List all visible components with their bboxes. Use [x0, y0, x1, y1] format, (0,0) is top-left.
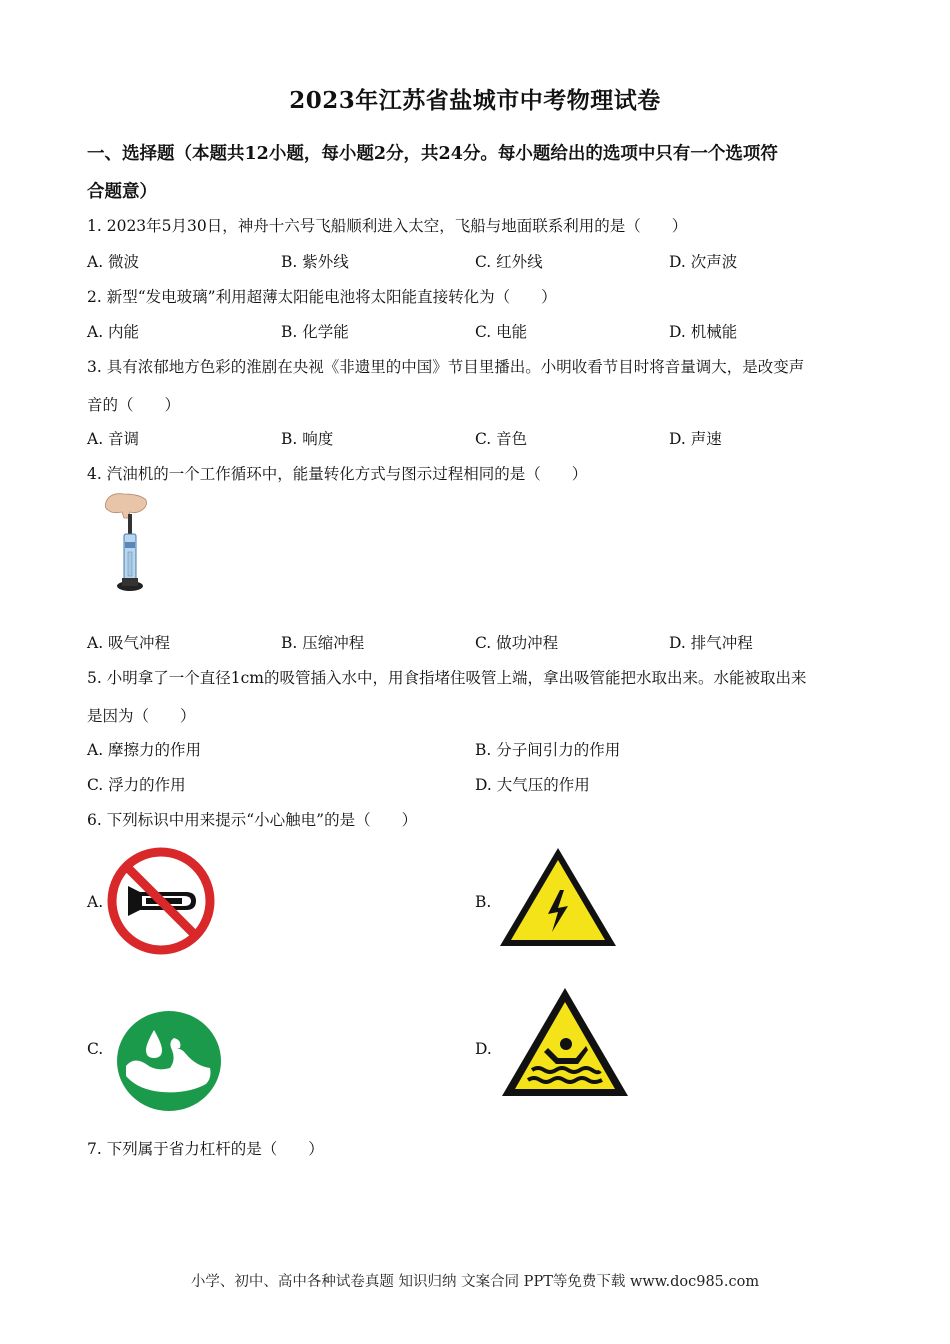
question-5-options-row2	[87, 773, 877, 795]
question-3-options	[87, 427, 877, 449]
q6-option-d-label: D.	[475, 1040, 492, 1058]
no-horn-sign-icon	[106, 846, 216, 956]
q3-option-b: B. 响度	[281, 430, 334, 448]
q3-option-d: D. 声速	[669, 430, 722, 448]
q4-option-a: A. 吸气冲程	[87, 634, 171, 652]
question-6-stem: 6. 下列标识中用来提示“小心触电”的是（ ）	[87, 811, 418, 829]
q4-option-b: B. 压缩冲程	[281, 634, 365, 652]
question-5-stem-cont: 是因为（ ）	[87, 707, 196, 725]
q2-option-c: C. 电能	[475, 323, 528, 341]
question-4-options	[87, 631, 877, 653]
q2-option-a: A. 内能	[87, 323, 140, 341]
q2-option-b: B. 化学能	[281, 323, 349, 341]
section-heading: 一、选择题（本题共12小题，每小题2分，共24分。每小题给出的选项中只有一个选项符	[87, 144, 778, 164]
drowning-warning-sign-icon	[500, 986, 630, 1098]
q5-option-d: D. 大气压的作用	[475, 776, 590, 794]
question-2-stem: 2. 新型“发电玻璃”利用超薄太阳能电池将太阳能直接转化为（ ）	[87, 288, 557, 306]
q1-option-b: B. 紫外线	[281, 253, 349, 271]
question-5-stem: 5. 小明拿了一个直径1cm的吸管插入水中，用食指堵住吸管上端，拿出吸管能把水取出来。水能被取出来	[87, 669, 807, 687]
q2-option-d: D. 机械能	[669, 323, 738, 341]
q6-option-b-label: B.	[475, 893, 492, 911]
q4-option-c: C. 做功冲程	[475, 634, 559, 652]
q6-option-a-label: A.	[87, 893, 104, 911]
question-1-stem: 1. 2023年5月30日，神舟十六号飞船顺利进入太空，飞船与地面联系利用的是（ ）	[87, 217, 688, 235]
question-5-options-row1	[87, 738, 877, 760]
q1-option-d: D. 次声波	[669, 253, 738, 271]
water-saving-sign-icon	[116, 1010, 222, 1112]
q5-option-b: B. 分子间引力的作用	[475, 741, 621, 759]
section-heading-cont: 合题意）	[87, 182, 157, 202]
q1-option-a: A. 微波	[87, 253, 140, 271]
question-3-stem: 3. 具有浓郁地方色彩的淮剧在央视《非遗里的中国》节目里播出。小明收看节目时将音量调大，是改变声	[87, 358, 805, 376]
air-compression-syringe-figure	[100, 490, 160, 600]
q4-option-d: D. 排气冲程	[669, 634, 753, 652]
q1-option-c: C. 红外线	[475, 253, 543, 271]
q5-option-c: C. 浮力的作用	[87, 776, 186, 794]
q6-option-c-label: C.	[87, 1040, 104, 1058]
q3-option-c: C. 音色	[475, 430, 528, 448]
question-4-stem: 4. 汽油机的一个工作循环中，能量转化方式与图示过程相同的是（ ）	[87, 465, 588, 483]
question-2-options	[87, 320, 877, 342]
question-7-stem: 7. 下列属于省力杠杆的是（ ）	[87, 1140, 324, 1158]
page-footer: 小学、初中、高中各种试卷真题 知识归纳 文案合同 PPT等免费下载 www.doc985.com	[190, 1274, 760, 1290]
high-voltage-warning-sign-icon	[498, 846, 618, 948]
question-1-options	[87, 250, 877, 272]
q5-option-a: A. 摩擦力的作用	[87, 741, 202, 759]
question-3-stem-cont: 音的（ ）	[87, 396, 181, 414]
q3-option-a: A. 音调	[87, 430, 140, 448]
page-title: 2023年江苏省盐城市中考物理试卷	[289, 87, 661, 114]
